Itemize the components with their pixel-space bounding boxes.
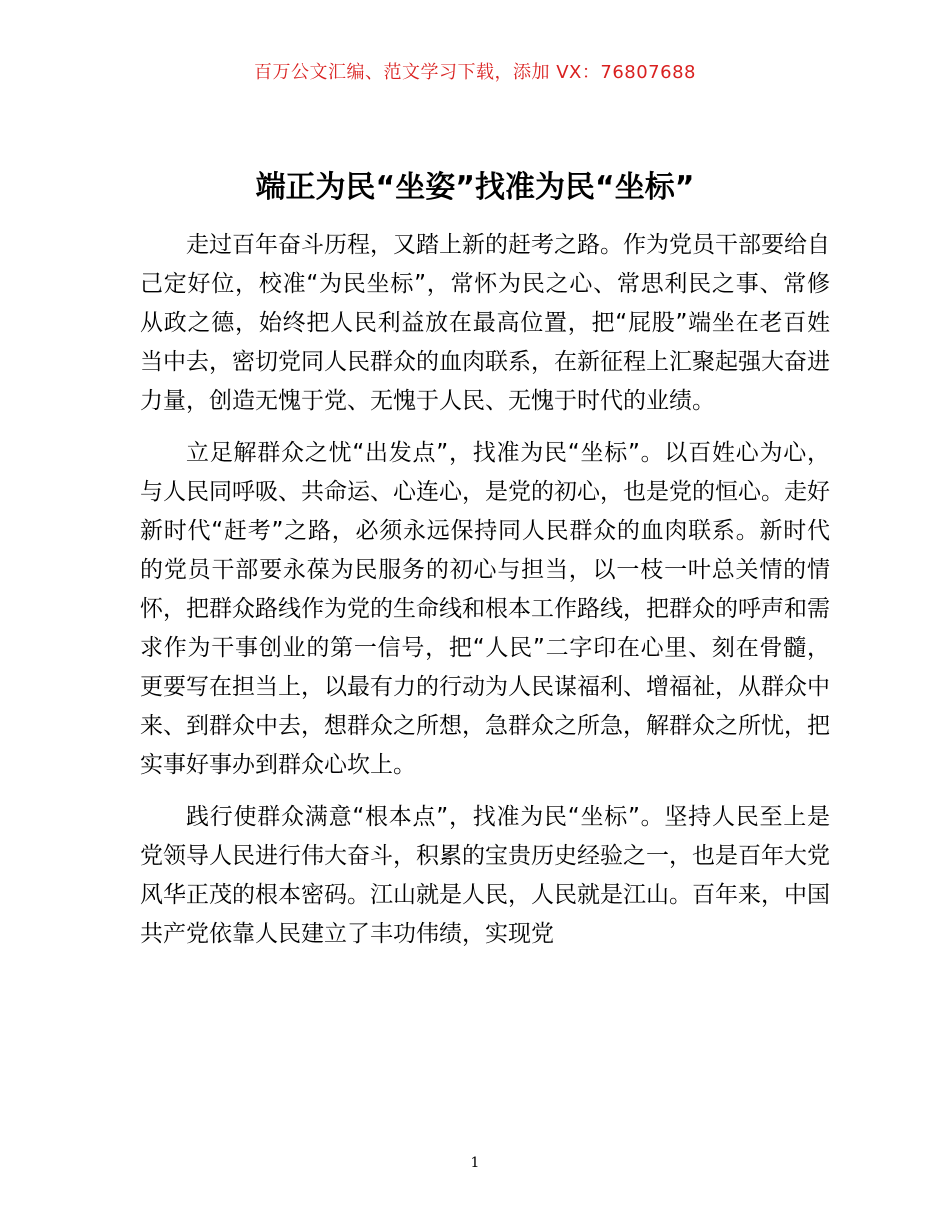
paragraph-2: 立足解群众之忧“出发点”，找准为民“坐标”。以百姓心为心，与人民同呼吸、共命运、心连心，是党的初心，也是党的恒心。走好新时代“赶考”之路，必须永远保持同人民群众的血肉联系。新时代的党员干部要永葆为民服务的初心与担当，以一枝一叶总关情的情怀，把群众路线作为党的生命线和根本工作路线，把群众的呼声和需求作为干事创业的第一信号，把“人民”二字印在心里、刻在骨髓，更要写在担当上，以最有力的行动为人民谋福利、增福祉，从群众中来、到群众中去，想群众之所想，急群众之所急，解群众之所忧，把实事好事办到群众心坎上。 [140, 440, 830, 778]
page-number: 1 [470, 1155, 480, 1171]
paragraph-3: 践行使群众满意“根本点”，找准为民“坐标”。坚持人民至上是党领导人民进行伟大奋斗，积累的宝贵历史经验之一，也是百年大党风华正茂的根本密码。江山就是人民，人民就是江山。百年来，中国共产党依靠人民建立了丰功伟绩，实现党 [140, 804, 830, 947]
watermark-header: 百万公文汇编、范文学习下载，添加 VX：76807688 [254, 62, 696, 83]
document-title: 端正为民“坐姿”找准为民“坐标” [255, 170, 695, 205]
document-body [140, 226, 830, 967]
paragraph-1: 走过百年奋斗历程，又踏上新的赶考之路。作为党员干部要给自己定好位，校准“为民坐标”，常怀为民之心、常思利民之事、常修从政之德，始终把人民利益放在最高位置，把“屁股”端坐在老百姓当中去，密切党同人民群众的血肉联系，在新征程上汇聚起强大奋进力量，创造无愧于党、无愧于人民、无愧于时代的业绩。 [140, 232, 830, 414]
